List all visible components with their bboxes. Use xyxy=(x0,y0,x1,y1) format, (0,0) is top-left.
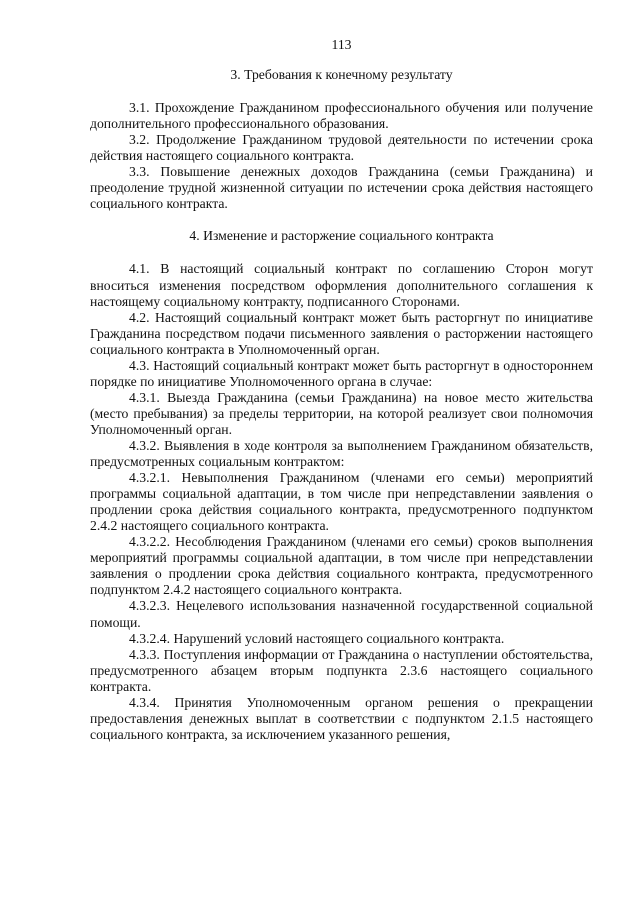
paragraph-4-3-2-2: 4.3.2.2. Несоблюдения Гражданином (членами его семьи) сроков выполнения мероприятий программы социальной адаптации, в том числе при непредставлении заявления о продлении срока действия социального контракта, предусмотренного подпунктом 2.4.2 настоящего социального контракта. xyxy=(90,534,593,598)
section-4-heading: 4. Изменение и расторжение социального контракта xyxy=(189,228,494,244)
page-number: 113 xyxy=(331,37,352,52)
paragraph-4-2: 4.2. Настоящий социальный контракт может быть расторгнут по инициативе Гражданина посредством подачи письменного заявления о расторжении настоящего социального контракта в Уполномоченный орган. xyxy=(90,309,593,357)
paragraph-4-3-4: 4.3.4. Принятия Уполномоченным органом решения о прекращении предоставления денежных выплат в соответствии с подпунктом 2.1.5 настоящего социального контракта, за исключением указанного решения, xyxy=(90,694,593,742)
paragraph-4-1: 4.1. В настоящий социальный контракт по соглашению Сторон могут вноситься изменения посредством оформления дополнительного соглашения к настоящему социальному контракту, подписанного Сторонами. xyxy=(90,261,593,309)
paragraph-4-3-1: 4.3.1. Выезда Гражданина (семьи Гражданина) на новое место жительства (место пребывания) за пределы территории, на которой реализует свои полномочия Уполномоченный орган. xyxy=(90,389,593,437)
section-gap xyxy=(90,212,593,228)
paragraph-3-3: 3.3. Повышение денежных доходов Гражданина (семьи Гражданина) и преодоление трудной жизненной ситуации по истечении срока действия настоящего социального контракта. xyxy=(90,164,593,212)
paragraph-4-3-2: 4.3.2. Выявления в ходе контроля за выполнением Гражданином обязательств, предусмотренных социальным контрактом: xyxy=(90,437,593,470)
paragraph-4-3-2-1: 4.3.2.1. Невыполнения Гражданином (членами его семьи) мероприятий программы социальной адаптации, в том числе при непредставлении заявления о продлении срока действия социального контракта, предусмотренного подпунктом 2.4.2 настоящего социального контракта. xyxy=(90,470,593,534)
paragraph-4-3-3: 4.3.3. Поступления информации от Гражданина о наступлении обстоятельства, предусмотренного абзацем вторым подпункта 2.3.6 настоящего социального контракта. xyxy=(90,646,593,694)
paragraph-3-2: 3.2. Продолжение Гражданином трудовой деятельности по истечении срока действия настоящего социального контракта. xyxy=(90,132,593,164)
paragraph-4-3: 4.3. Настоящий социальный контракт может быть расторгнут в одностороннем порядке по инициативе Уполномоченного органа в случае: xyxy=(90,357,593,389)
paragraph-3-1: 3.1. Прохождение Гражданином профессионального обучения или получение дополнительного профессионального образования. xyxy=(90,100,593,132)
section-3-heading: 3. Требования к конечному результату xyxy=(230,67,453,83)
paragraph-4-3-2-3: 4.3.2.3. Нецелевого использования назначенной государственной социальной помощи. xyxy=(90,598,593,630)
paragraph-4-3-2-4: 4.3.2.4. Нарушений условий настоящего социального контракта. xyxy=(129,630,505,646)
